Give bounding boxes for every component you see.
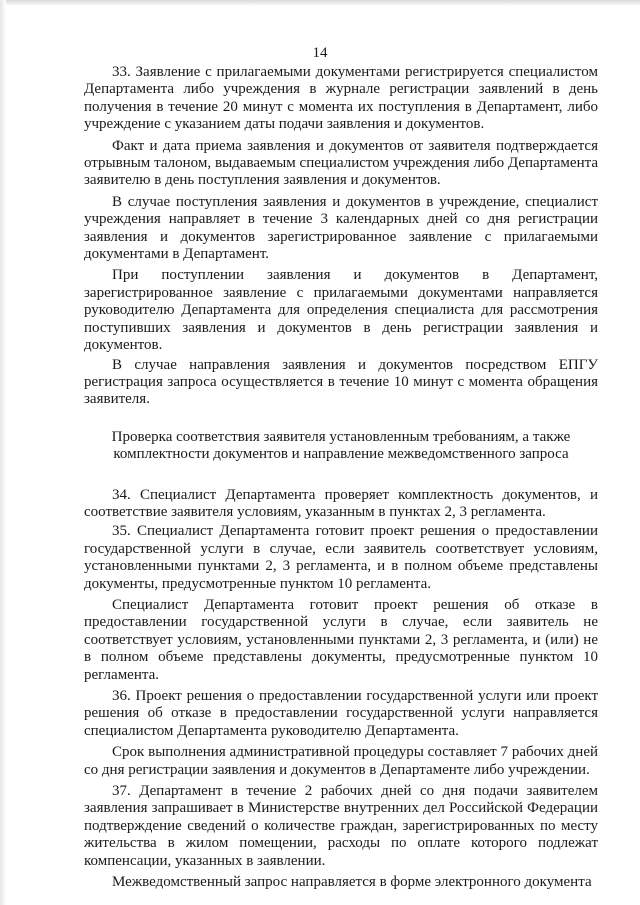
paragraph-institution-receipt: В случае поступления заявления и документов в учреждение, специалист учреждения направляет в течение 3 календарных дней со дня регистрации заявления и документов зарегистрированное заявление с прилагаемыми документами в Департамент. xyxy=(84,193,598,263)
scan-edge-left xyxy=(0,0,6,905)
paragraph-36: 36. Проект решения о предоставлении государственной услуги или проект решения об отказе в предоставлении государственной услуги направляется специалистом Департамента руководителю Департамента. xyxy=(84,688,598,739)
paragraph-department-receipt: При поступлении заявления и документов в Департамент, зарегистрированное заявление с прилагаемыми документами направляется руководителю Департамента для определения специалиста для рассмотрения поступивших заявления и документов в день регистрации заявления и документов. xyxy=(84,267,598,354)
scan-edge-top xyxy=(0,0,640,6)
paragraph-37: 37. Департамент в течение 2 рабочих дней со дня подачи заявителем заявления запрашивает в Министерстве внутренних дел Российской Федерации подтверждение сведений о количестве граждан, зарегистрированных по месту жительства в жилом помещении, расходы по оплате которого подлежат компенсации, указанных в заявлении. xyxy=(84,783,598,869)
section-heading: Проверка соответствия заявителя установленным требованиям, а также комплектности документов и направление межведомственного запроса xyxy=(111,428,571,463)
paragraph-epgu: В случае направления заявления и документов посредством ЕПГУ регистрация запроса осуществляется в течение 10 минут с момента обращения заявителя. xyxy=(84,356,598,408)
paragraph-term: Срок выполнения административной процедуры составляет 7 рабочих дней со дня регистрации заявления и документов в Департаменте либо учреждении. xyxy=(84,744,598,778)
paragraph-receipt-fact: Факт и дата приема заявления и документов от заявителя подтверждается отрывным талоном, выдаваемым специалистом учреждения либо Департамента заявителю в день поступления заявления и документов. xyxy=(84,137,598,189)
paragraph-35: 35. Специалист Департамента готовит проект решения о предоставлении государственной услуги в случае, если заявитель соответствует условиям, установленными пунктами 2, 3 регламента, и в полном объеме представлены документы, предусмотренные пунктом 10 регламента. xyxy=(84,523,598,592)
paragraph-electronic-request: Межведомственный запрос направляется в форме электронного документа xyxy=(112,874,592,891)
page-number: 14 xyxy=(312,45,328,61)
paragraph-33: 33. Заявление с прилагаемыми документами регистрируется специалистом Департамента либо учреждения в журнале регистрации заявлений в день получения в течение 20 минут с момента их поступления в Департамент, либо учреждение с указанием даты подачи заявления и документов. xyxy=(84,64,598,133)
paragraph-34: 34. Специалист Департамента проверяет комплектность документов, и соответствие заявителя условиям, указанным в пунктах 2, 3 регламента. xyxy=(84,486,598,520)
document-body xyxy=(84,64,598,895)
paragraph-refusal: Специалист Департамента готовит проект решения об отказе в предоставлении государственной услуги в случае, если заявитель не соответствует условиям, установленными пунктами 2, 3 регламента, и (или) не в полном объеме представлены документы, предусмотренные пунктом 10 регламента. xyxy=(84,596,598,683)
